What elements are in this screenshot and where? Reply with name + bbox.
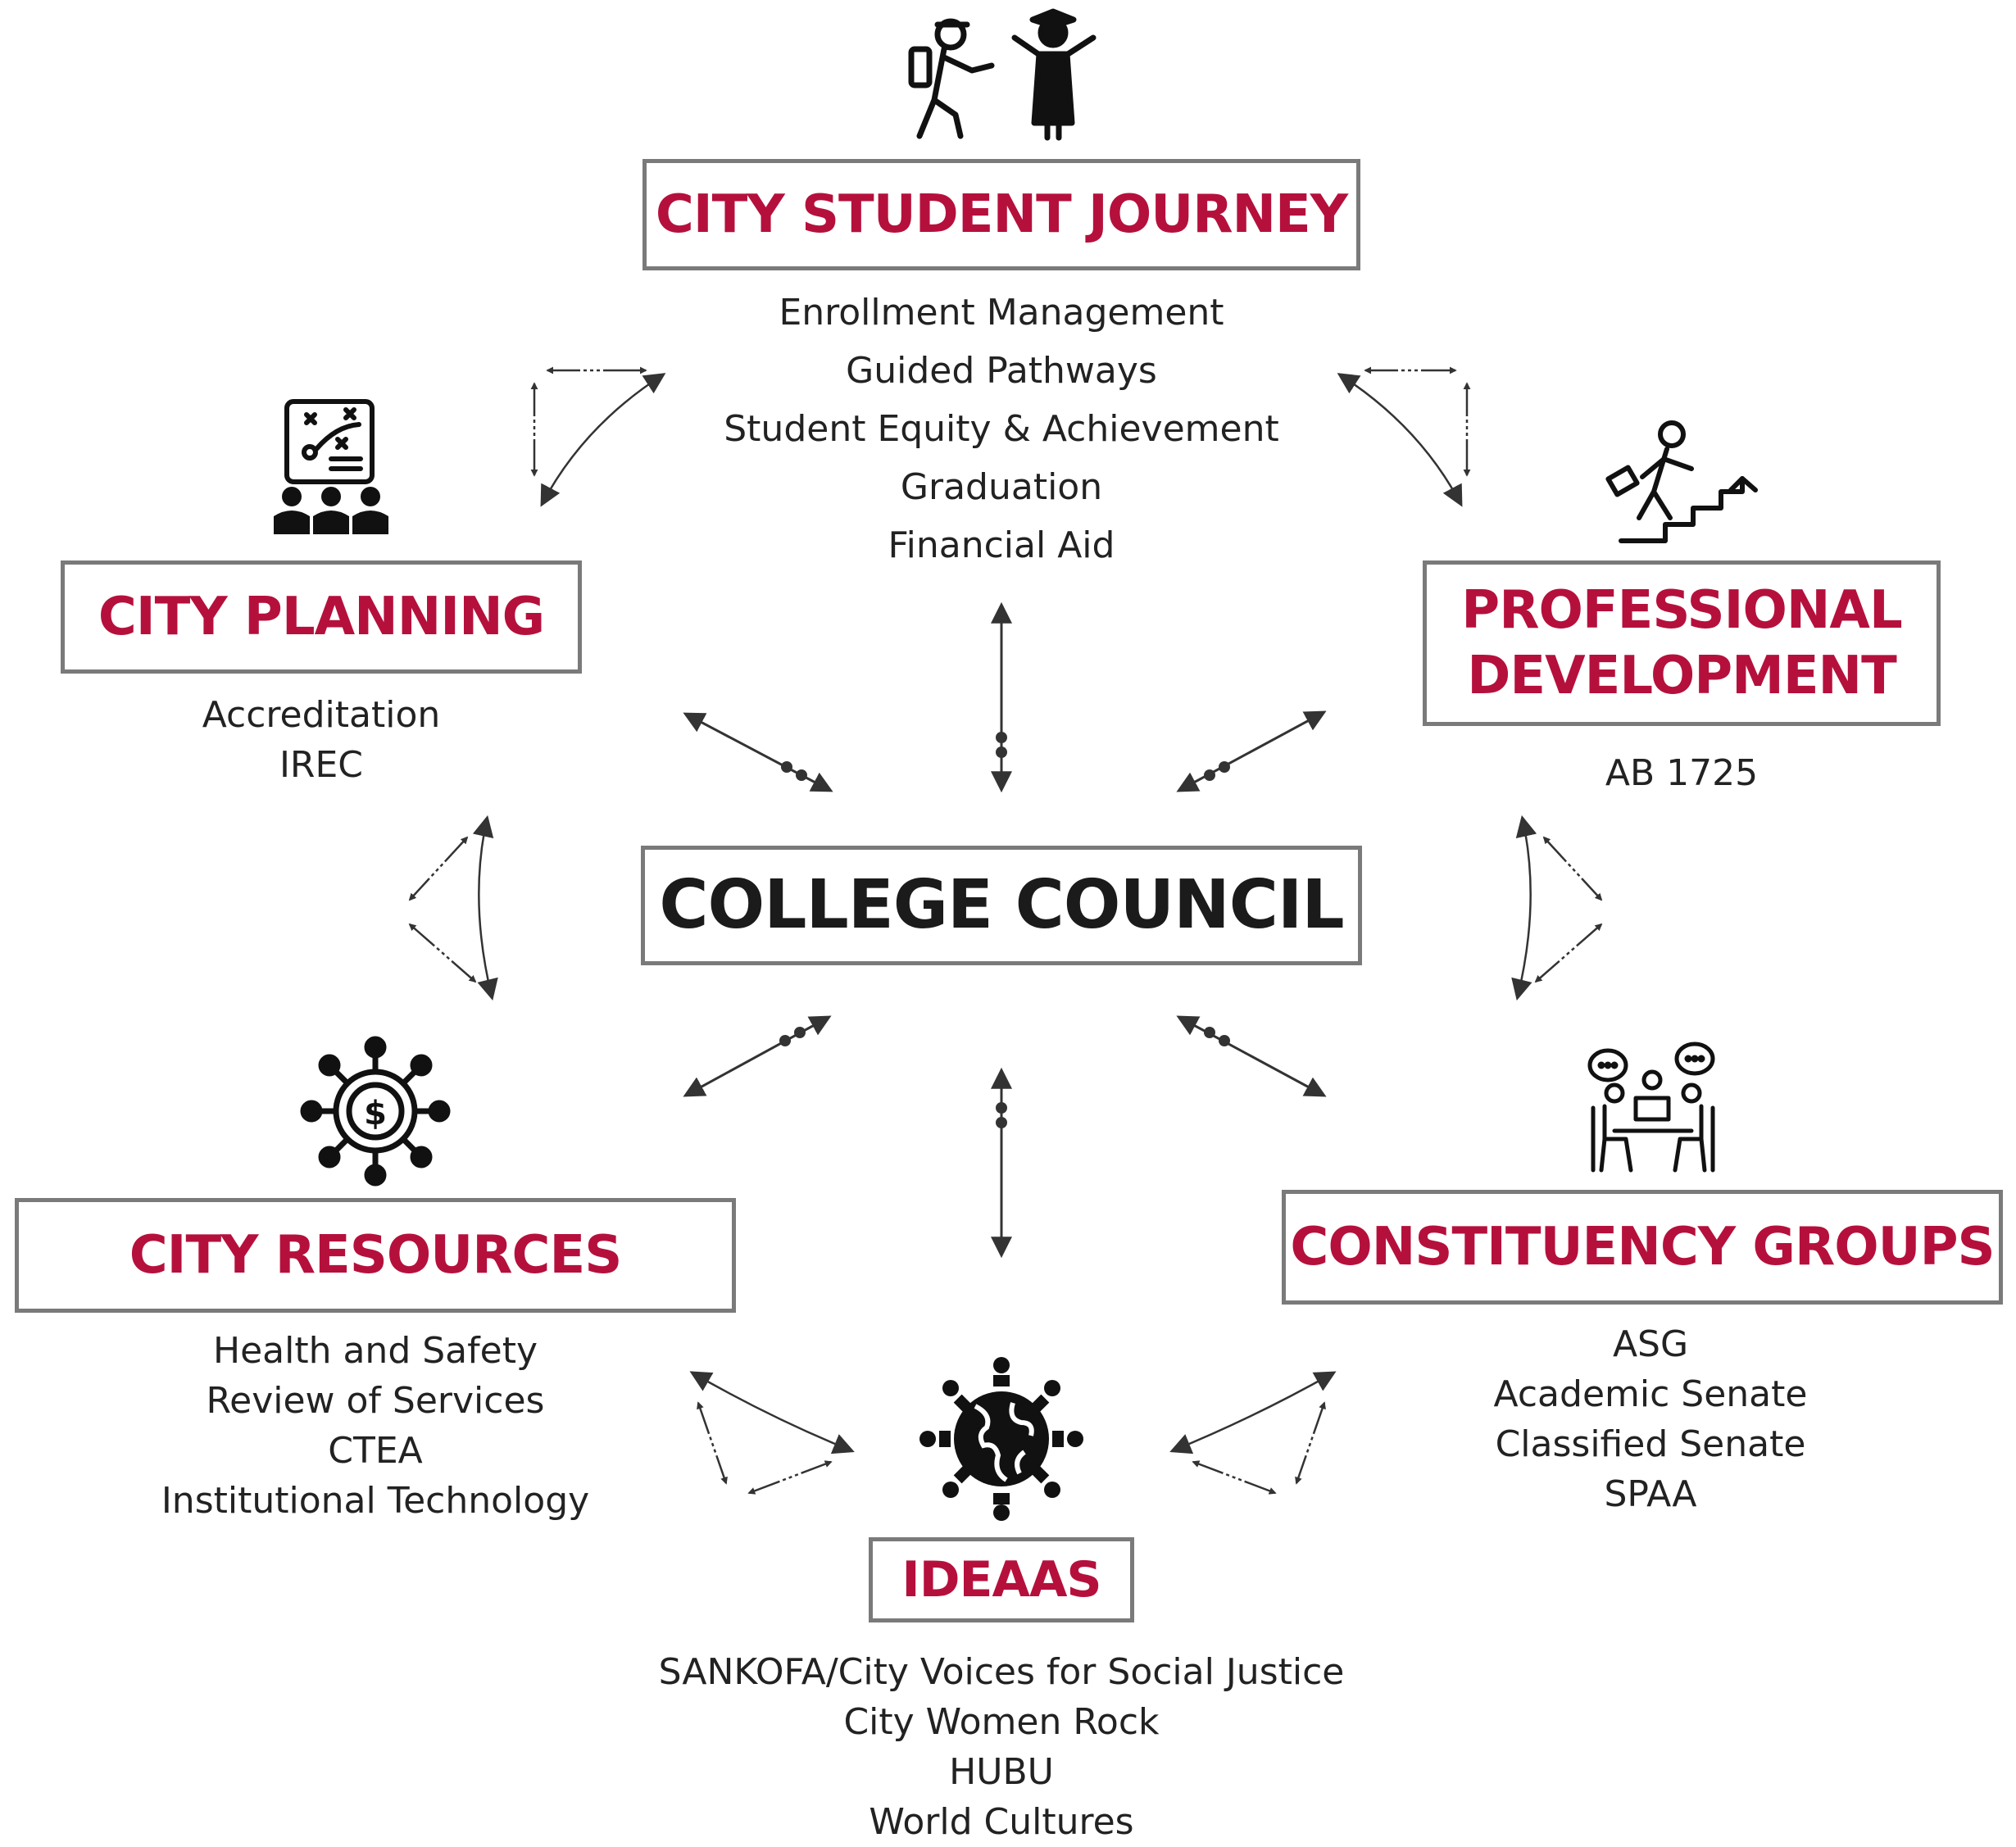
arrow-journey-professional [1341, 375, 1460, 503]
professional-development-box[interactable] [1423, 560, 1941, 726]
list-item: Graduation [900, 466, 1103, 508]
arrow-center-constituency [1180, 1018, 1323, 1095]
city-planning-items [116, 690, 526, 790]
meeting-chat-icon [1590, 1044, 1713, 1170]
list-item: Student Equity & Achievement [724, 408, 1279, 450]
list-item: IREC [279, 744, 364, 786]
constituency-groups-title: CONSTITUENCY GROUPS [1290, 1217, 1995, 1277]
arrow-constituency-ideaas [1174, 1373, 1333, 1450]
list-item: AB 1725 [1605, 752, 1759, 794]
college-council-box[interactable] [641, 846, 1362, 965]
career-stairs-icon [1608, 423, 1755, 541]
list-item: Guided Pathways [846, 350, 1157, 392]
list-item: CTEA [328, 1430, 423, 1472]
list-item: Health and Safety [213, 1330, 538, 1372]
city-planning-title: CITY PLANNING [98, 587, 545, 647]
city-resources-items [121, 1326, 629, 1526]
list-item: Classified Senate [1495, 1423, 1806, 1465]
arrow-planning-resources [479, 819, 492, 996]
arrow-journey-planning [543, 375, 662, 503]
list-item: Enrollment Management [779, 292, 1224, 334]
globe-people-icon [919, 1357, 1083, 1521]
city-planning-box[interactable] [61, 560, 582, 674]
list-item: World Cultures [869, 1801, 1134, 1843]
constituency-groups-items [1421, 1319, 1880, 1519]
ideaas-title: IDEAAS [901, 1550, 1101, 1609]
strategy-board-icon [274, 402, 388, 534]
ideaas-items [624, 1647, 1378, 1847]
list-item: Review of Services [206, 1380, 545, 1422]
arrow-center-resources [687, 1018, 828, 1095]
constituency-groups-box[interactable] [1282, 1190, 2003, 1305]
student-journey-box[interactable] [642, 159, 1360, 270]
arrow-center-planning [687, 715, 829, 790]
professional-development-title-line1: PROFESSIONAL [1461, 580, 1902, 641]
list-item: City Women Rock [843, 1701, 1160, 1743]
college-council-title: COLLEGE COUNCIL [659, 865, 1344, 944]
arrow-resources-ideaas [693, 1373, 851, 1450]
list-item: SANKOFA/City Voices for Social Justice [658, 1651, 1345, 1693]
ideaas-box[interactable] [869, 1537, 1134, 1622]
professional-development-items [1518, 749, 1846, 798]
professional-development-title-line2: DEVELOPMENT [1467, 646, 1896, 706]
list-item: Financial Aid [888, 524, 1115, 566]
city-resources-box[interactable] [15, 1198, 736, 1313]
arrow-professional-constituency [1518, 819, 1531, 996]
city-resources-title: CITY RESOURCES [129, 1225, 622, 1286]
student-journey-title: CITY STUDENT JOURNEY [655, 184, 1348, 245]
list-item: Academic Senate [1493, 1373, 1808, 1415]
arrow-center-professional [1180, 713, 1323, 790]
list-item: ASG [1612, 1323, 1689, 1365]
student-graduate-icon [911, 11, 1093, 138]
list-item: Institutional Technology [161, 1480, 590, 1522]
student-journey-items [674, 284, 1329, 574]
list-item: Accreditation [202, 694, 441, 736]
list-item: HUBU [949, 1751, 1054, 1793]
list-item: SPAA [1604, 1473, 1697, 1515]
dollar-network-icon [303, 1039, 447, 1183]
svg-text:$: $ [364, 1095, 387, 1132]
